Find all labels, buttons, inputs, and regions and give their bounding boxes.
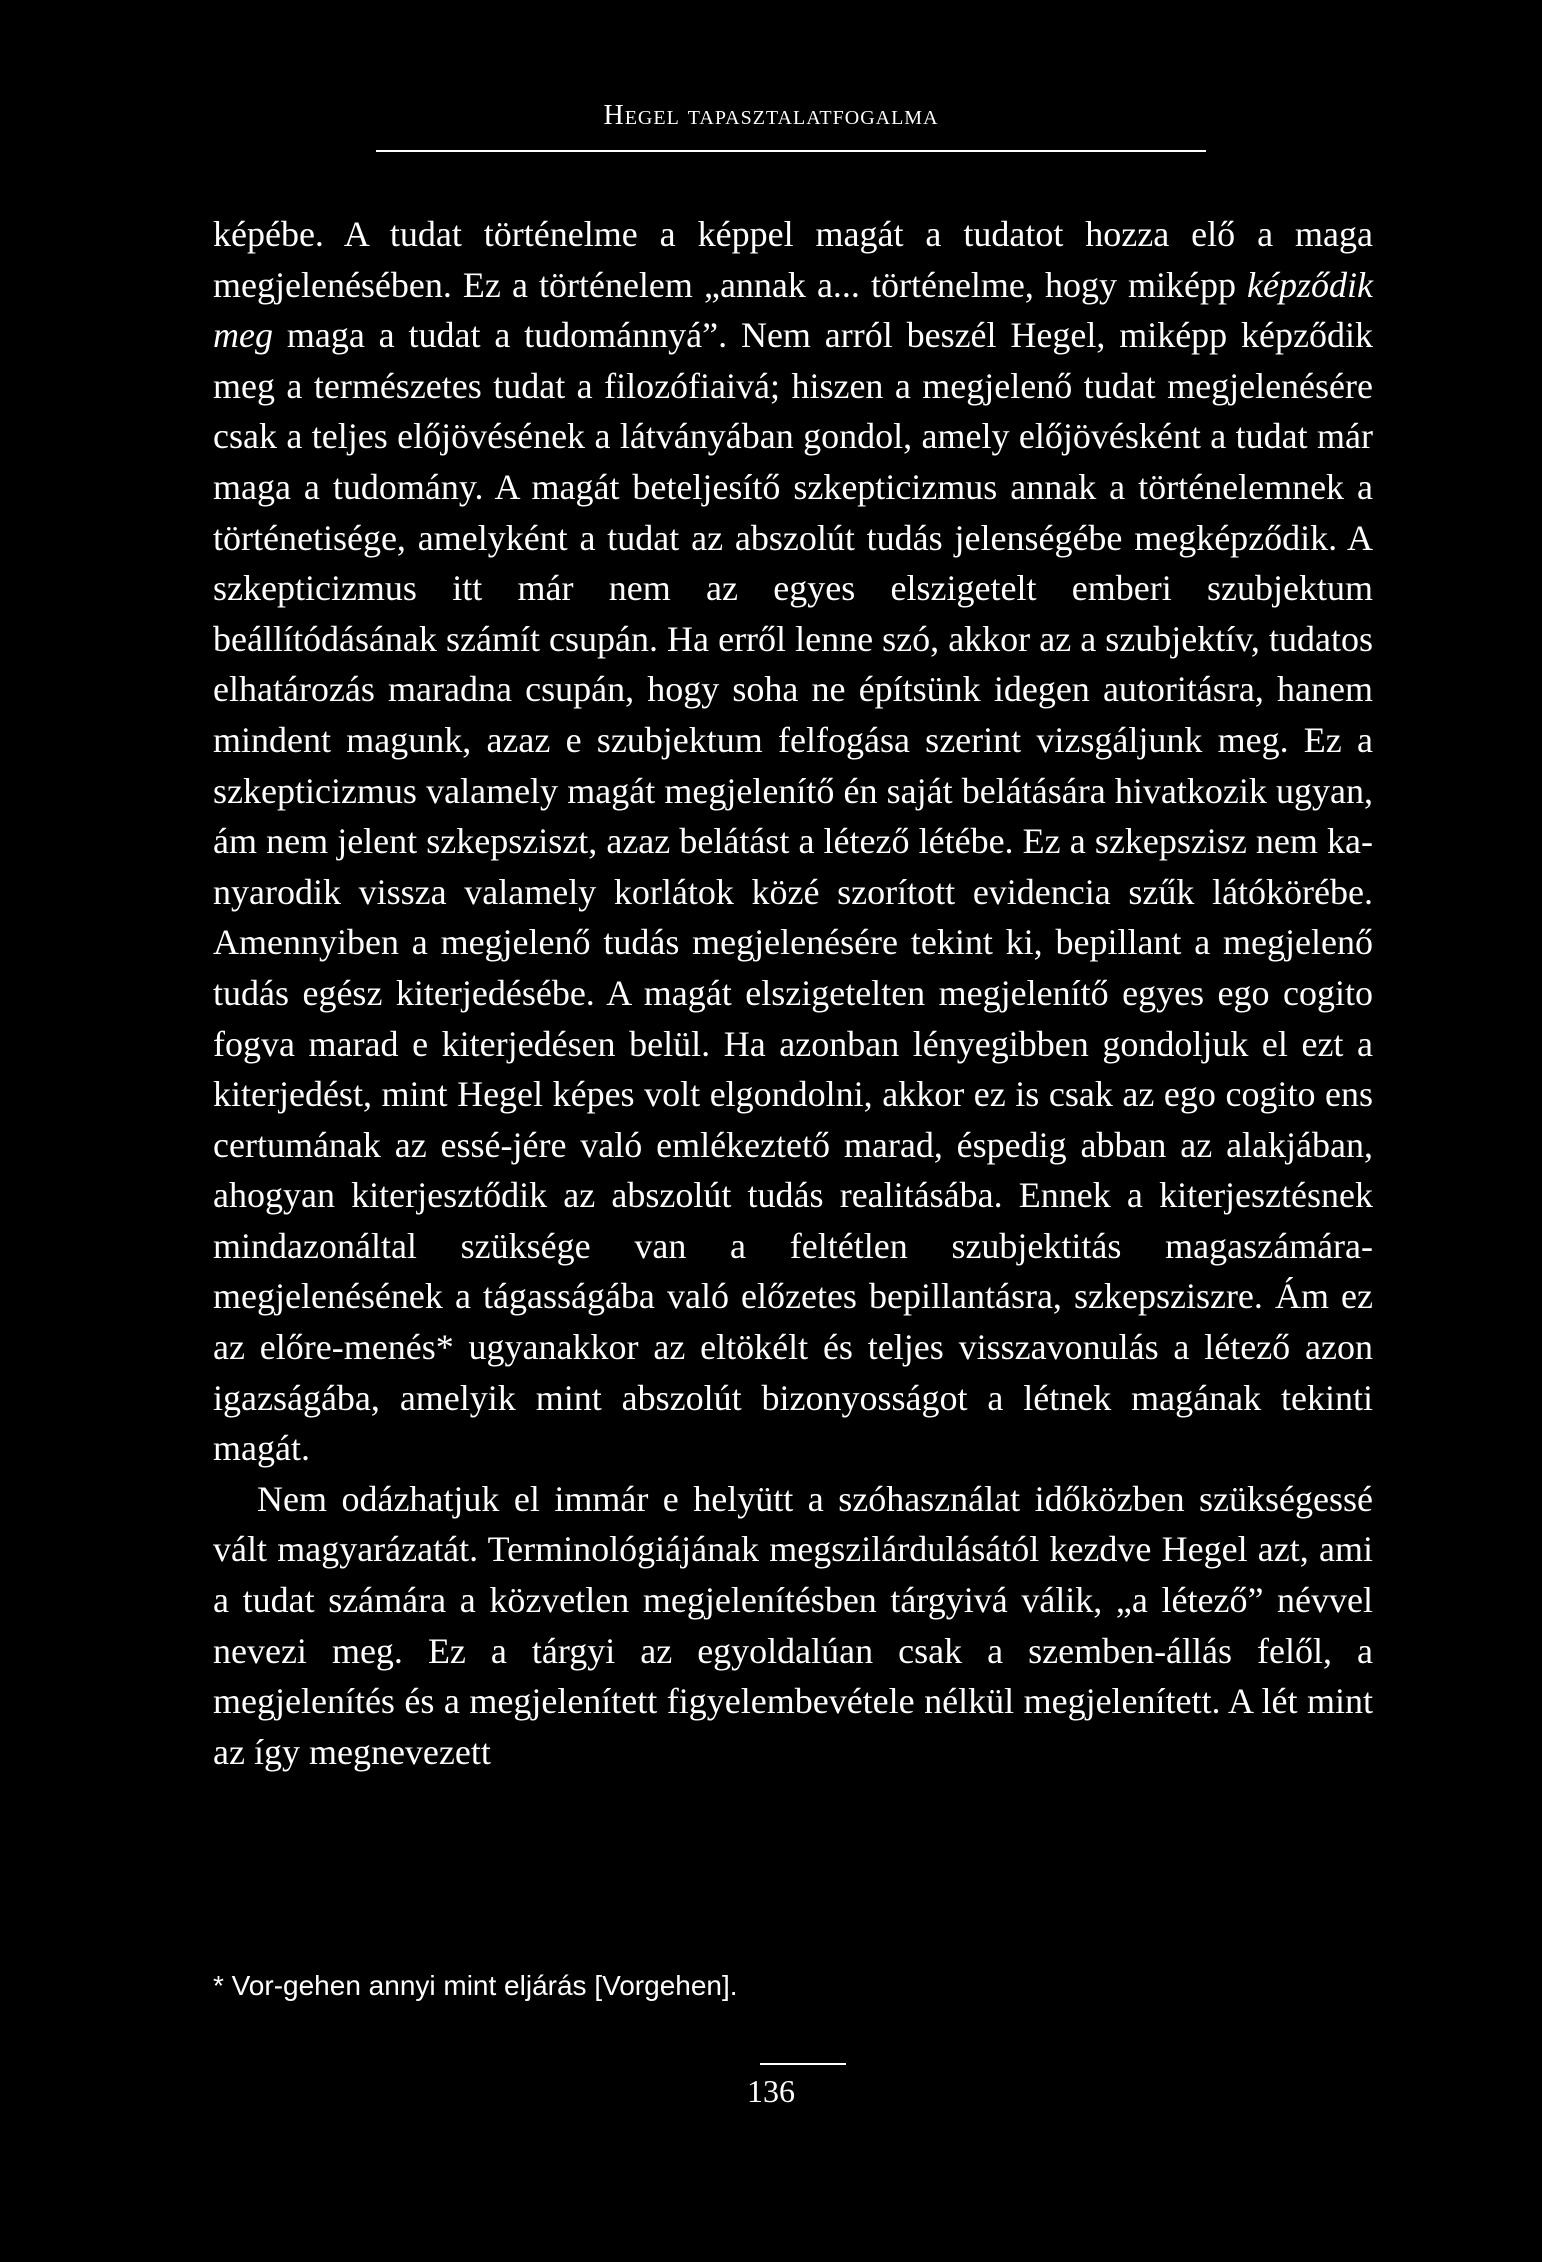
page-number: 136 xyxy=(747,2073,795,2109)
header-divider xyxy=(376,150,1206,152)
running-head: Hegel tapasztalatfogalma xyxy=(603,100,939,131)
paragraph-1 xyxy=(213,209,1373,1474)
paragraph-1-part-1: képébe. A tudat történelme a képpel magát a tudatot hozza elő a maga megjelenésében. Ez a történelem „annak a... történelme, hogy miképp xyxy=(213,214,1373,305)
main-text xyxy=(213,209,1373,1777)
footnote: * Vor-gehen annyi mint eljárás [Vorgehen]. xyxy=(213,1970,738,2001)
paragraph-1-part-2: maga a tudat a tudománnyá”. Nem arról beszél Hegel, miképp képződik meg a természetes tudat a filozófiaivá; hiszen a megjelenő tudat megjelenésére csak a teljes előjövésének a látványában gondol, amely előjövésként a tudat már maga a tudomány. A magát beteljesítő szkepticizmus annak a történelemnek a történetisége, amelyként a tudat az abszolút tudás jelenségébe megképződik. A szkepticizmus itt már nem az egyes elszigetelt emberi szubjektum beállítódásának számít csupán. Ha erről lenne szó, akkor az a szubjektív, tudatos elhatározás maradna csupán, hogy soha ne építsünk idegen autoritásra, hanem mindent magunk, azaz e szubjektum felfogása szerint vizsgáljunk meg. Ez a szkepticizmus valamely magát megjelenítő én saját belátására hivatkozik ugyan, ám nem jelent szkepsziszt, azaz belátást a létező létébe. Ez a szkepszisz nem kanyarodik vissza valamely korlátok közé szorított evidencia szűk látókörébe. Amennyiben a megjelenő tudás megjelenésére tekint ki, bepillant a megjelenő tudás egész kiterjedésébe. A magát elszigetelten megjelenítő egyes ego cogito fogva marad e kiterjedésen belül. Ha azonban lényegibben gondoljuk el ezt a kiterjedést, mint Hegel képes volt elgondolni, akkor ez is csak az ego cogito ens certumának az essé-jére való emlékeztető marad, éspedig abban az alakjában, ahogyan kiterjesztődik az abszolút tudás realitásába. Ennek a kiterjesztésnek mindazonáltal szüksége van a feltétlen szubjektitás magaszámára-megjelenésének a tágasságába való előzetes bepillantásra, szkepsziszre. Ám ez az előre-menés* ugyanakkor az eltökélt és teljes visszavonulás a létező azon igazságába, amelyik mint abszolút bizonyosságot a létnek magának tekinti magát. xyxy=(213,315,1373,1469)
page-number-rule xyxy=(760,2063,846,2065)
emphasis-kepzodik-meg: képződik meg xyxy=(213,264,1373,356)
paragraph-2: Nem odázhatjuk el immár e helyütt a szóhasználat időközben szükségessé vált magyarázatát. Terminológiájának megszilárdulásától kezdve Hegel azt, ami a tudat számára a közvetlen megjelenítésben tárgyivá válik, „a létező” névvel nevezi meg. Ez a tárgyi az egyoldalúan csak a szemben-állás felől, a megjelenítés és a megjelenített figyelembevétele nélkül megjelenített. A lét mint az így megnevezett xyxy=(213,1478,1373,1772)
